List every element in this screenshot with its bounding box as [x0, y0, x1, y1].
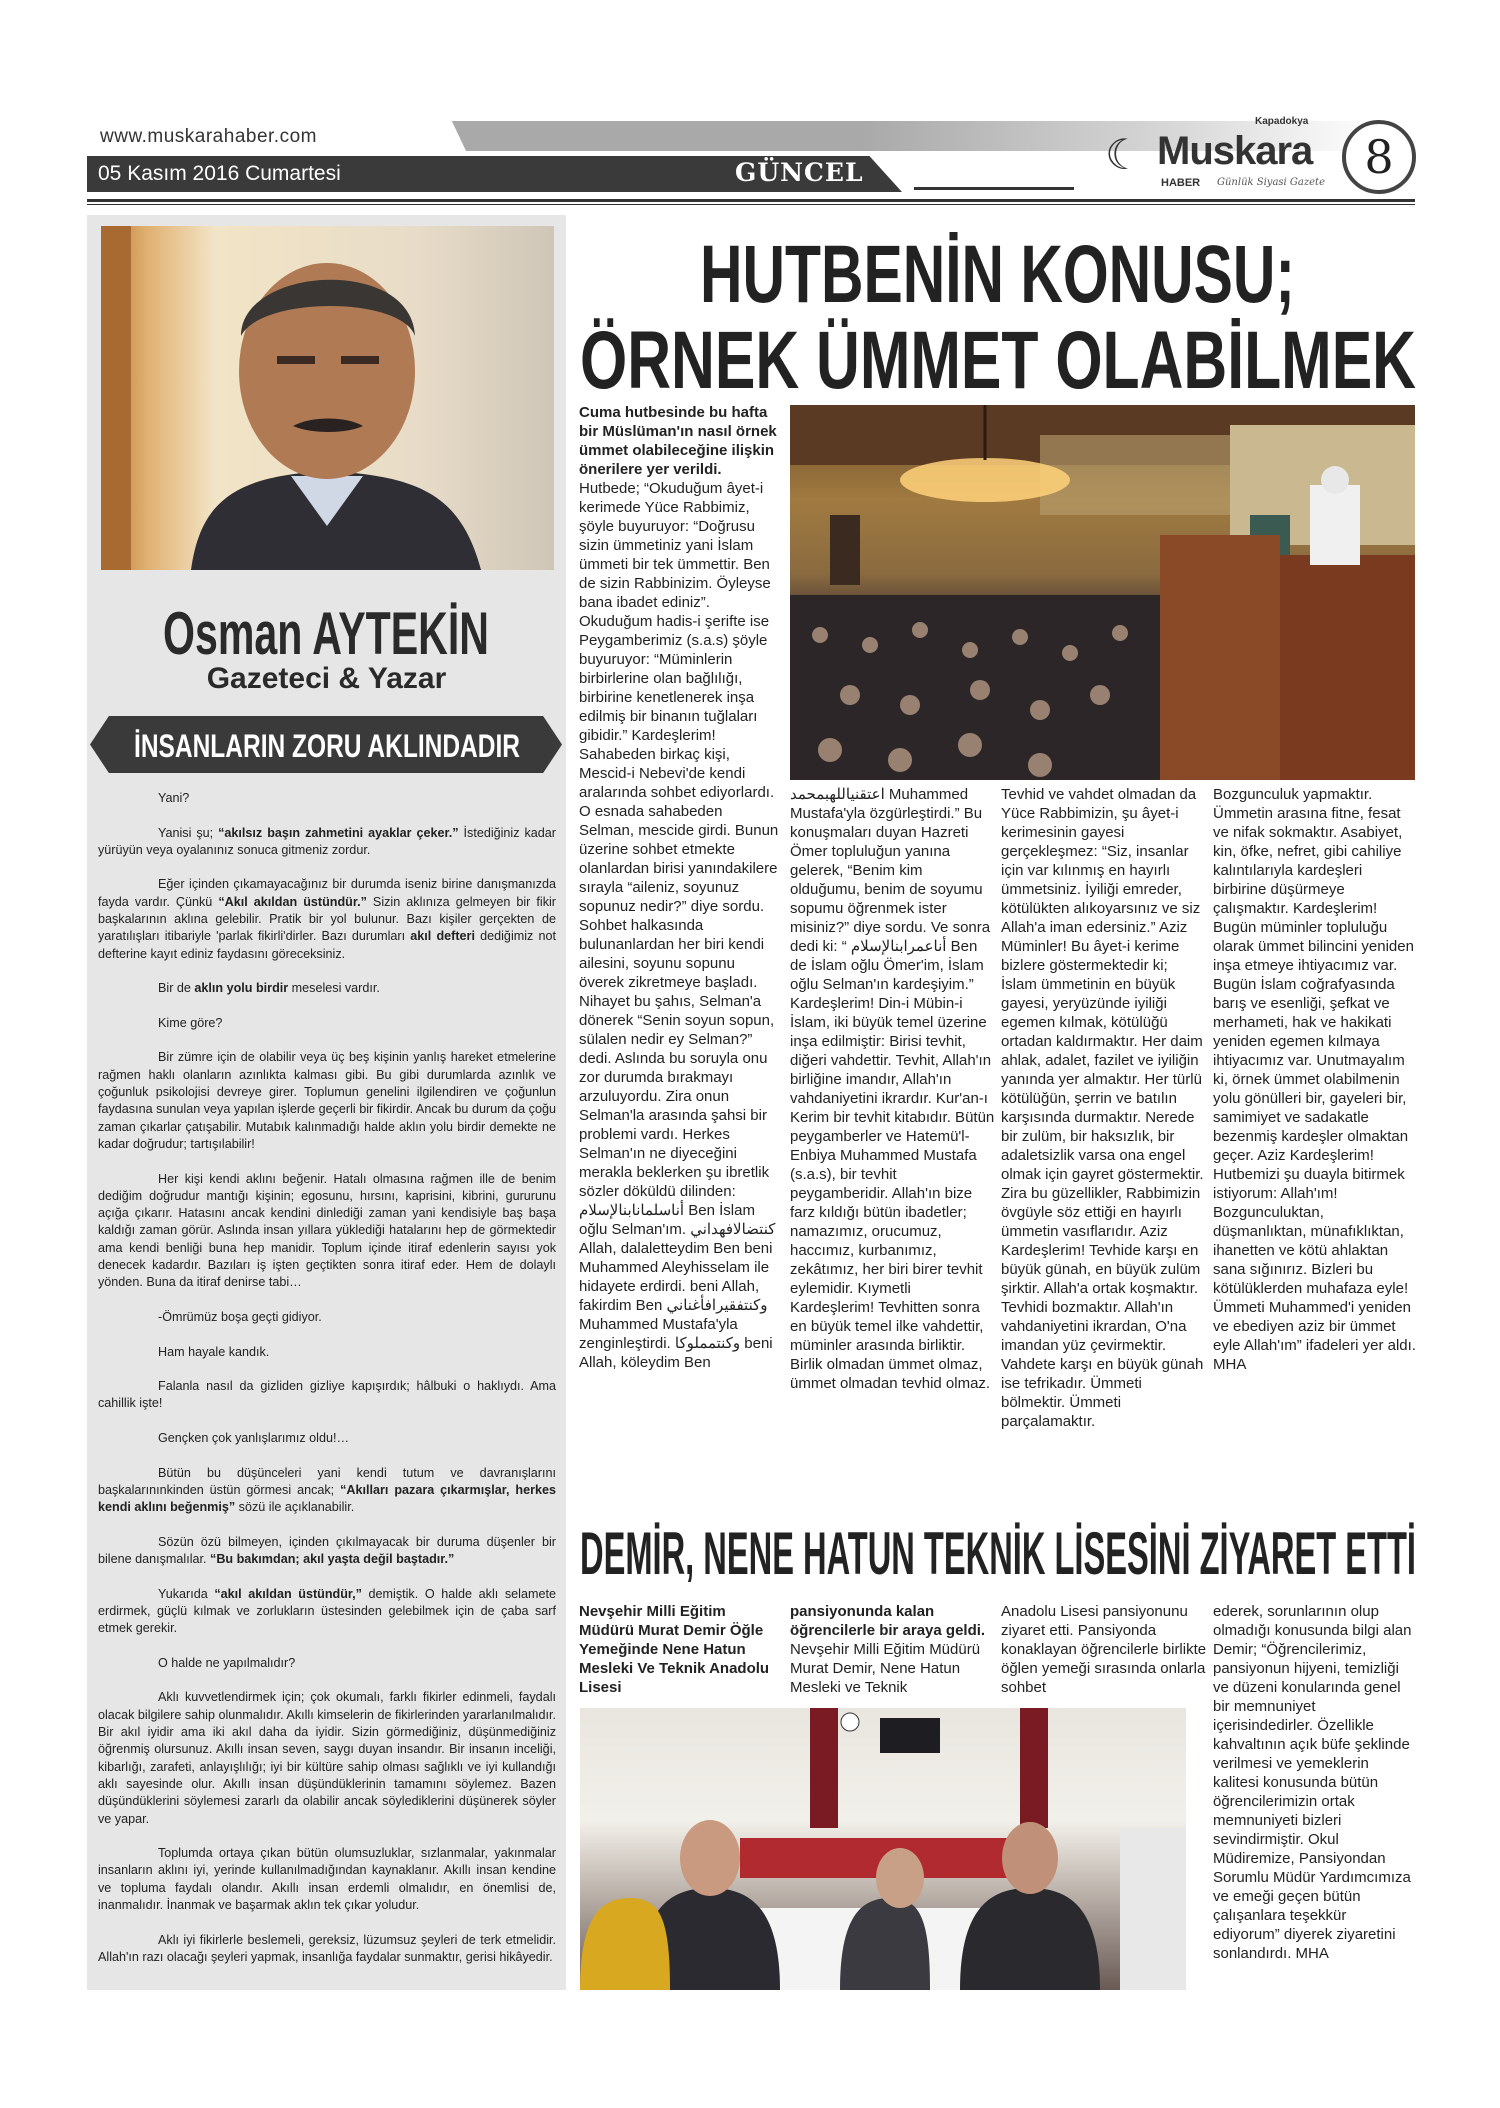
text: Falanla nasıl da gizliden gizliye kapışırdık; hâlbuki o haklıydı. Ama cahillik işte! [98, 1379, 556, 1411]
author-portrait-image [101, 226, 554, 570]
paragraph [98, 1932, 556, 1967]
text: Sözün özü bilmeyen, içinden çıkılmayacak bir duruma düşenler bir bilene danışmalılar. [98, 1534, 556, 1567]
text: Ham hayale kandık. [158, 1344, 270, 1359]
paragraph [579, 1602, 784, 1697]
paragraph [98, 1586, 556, 1638]
bold-text: Cuma hutbesinde bu hafta bir Müslüman'ın nasıl örnek ümmet olabileceğine ilişkin önerilere yer verildi. [579, 404, 777, 478]
column-headline [90, 716, 562, 773]
text: dediğimiz not defterine kayıt ediniz faydasını göreceksiniz. [98, 929, 556, 961]
paragraph [790, 1602, 996, 1697]
text: Hutbede; “Okuduğum âyet-i kerimede Yüce Rabbimiz, şöyle buyuruyor: “Doğrusu sizin ümmetiniz yani İslam ümmeti bir tek ümmettir. Ben de sizin Rabbinizim. Öyleyse bana ibadet ediniz”. Okuduğum hadis-i şerifte ise Peygamberimiz (s.a.s) şöyle buyuruyor: “Müminlerin birbirlerine olan bağlılığı, birbirine kenetlenerek inşa edilmiş bir binanın tuğlaları gibidir.” Kardeşlerim! Sahabeden birkaç kişi, Mescid-i Nebevi'de kendi aralarında sohbet ediyorlardı. O esnada sahabeden Selman, mescide girdi. Bunun üzerine sohbet etmekte olanlardan birisi yanındakilere sırayla “aileniz, soyunuz sopunuz nedir?” diye sordu. Sohbet halkasında bulunanlardan her biri kendi ailesini, soyunu sopunu överek zikretmeye başladı. Nihayet bu şahıs, Selman'a dönerek “Senin soyun sopun, sülalen nedir ey Selman?” dedi. Aslında bu soruyla onu zor durumda bırakmayı arzuluyordu. Zira onun Selman'la arasında şahsi bir problemi vardı. Herkes Selman'ın ne diyeceğini merakla beklerken şu ibretlik sözler döküldü dilinden: أناسلمانابنالإسلام Ben İslam oğlu Selman'ım. كنتضالافهداني Allah, dalaletteydim Ben beni Muhammed Aleyhisselam ile hidayete erdirdi. beni Allah, fakirdim Ben وكنتفقيرافأغناني Muhammed Mustafa'yla zenginleştirdi. وكنتمملوكا beni Allah, köleydim Ben [579, 480, 779, 1371]
logo-emblem-icon: ☾ [1105, 131, 1143, 178]
header-divider [914, 187, 1074, 190]
text: Nevşehir Milli Eğitim Müdürü Murat Demir, Nene Hatun Mesleki ve Teknik [790, 1641, 981, 1696]
paragraph [98, 1309, 556, 1326]
bold-text: pansiyonunda kalan öğrencilerle bir araya geldi. [790, 1603, 986, 1639]
school-lunch-image [580, 1708, 1186, 1990]
mosque-photo [790, 405, 1415, 780]
text: Tevhid ve vahdet olmadan da Yüce Rabbimizin, şu âyet-i kerimesinin gayesi gerçekleşmez: “Siz, insanlar için var kılınmış en hayırlı ümmetsiniz. İyiliği emreder, kötülükten alıkoyarsınız ve siz Allah'a iman edersiniz.” Aziz Müminler! Bu âyet-i kerime bizlere göstermektedir ki; İslam ümmetinin en büyük gayesi, yeryüzünde iyiliği egemen kılmak, kötülüğü ortadan kaldırmaktır. Her daim ahlak, adalet, fazilet ve iyiliğin yanında yer almaktır. Her türlü kötülüğün, şerrin ve batılın karşısında durmaktır. Nerede bir zulüm, bir haksızlık, bir adaletsizlik varsa ona engel olmak için gayret göstermektir. Zira bu güzellikler, Rabbimizin övgüyle söz ettiği en hayırlı ümmetin vasıflarıdır. Aziz Kardeşlerim! Tevhide karşı en büyük günah, en büyük zulüm şirktir. Allah'a ortak koşmaktır. Tevhidi bozmaktır. Allah'ın vahdaniyetini ikrardan, O'na imandan yüz çevirmektir. Vahdete karşı en büyük günah ise tefrikadır. Ümmeti bölmektir. Ümmeti parçalamaktır. [1001, 786, 1204, 1430]
newspaper-logo [1105, 116, 1335, 192]
header-rule-thin [87, 204, 1415, 205]
paragraph [1213, 1602, 1417, 1963]
paragraph [98, 1655, 556, 1672]
author-name-text: Osman AYTEKİN [163, 600, 489, 664]
text: اعتقنياللهبمحمد Muhammed Mustafa'yla özgürleştirdi.” Bu konuşmaları duyan Hazreti Ömer topluluğun yanına gelerek, “Benim kim olduğumu, benim de soyumu sopumu öğrenmek ister misiniz?” diye sordu. Ve sonra dedi ki: “ أناعمرابنالإسلام Ben de İslam oğlu Ömer'im, İslam oğlu Selman'ın kardeşiyim.” Kardeşlerim! Din-i Mübin-i İslam, iki büyük temel üzerine inşa edilmiştir: Birisi tevhit, diğeri vahdettir. Tevhit, Allah'ın birliğine imandır, Allah'ın vahdaniyetini ikrardır. Kur'an-ı Kerim bir tevhit kitabıdır. Bütün peygamberler ve Hatemü'l-Enbiya Muhammed Mustafa (s.a.s), bir tevhit peygamberidir. Allah'ın bize farz kıldığı bütün ibadetler; namazımız, orucumuz, haccımız, kurbanımız, zekâtımız, her biri birer tevhit eylemidir. Kıymetli Kardeşlerim! Tevhitten sonra en büyük temel ilke vahdettir, müminler arasında birliktir. Birlik olmadan ümmet olmaz, ümmet olmadan tevhid olmaz. [790, 786, 995, 1392]
text: Sizin aklınıza gelmeyen bir fikir başkalarının aklına gelebilir. Pratik bir yol bulunur. Bazı kişiler gerçekten de yaratılışları itibariyle 'parlak fikirli'dirler. Bazı durumları [98, 894, 556, 944]
logo-region: Kapadokya [1255, 116, 1309, 127]
bold-text: “akıl akıldan üstündür,” [214, 1586, 362, 1601]
text: Bütün bu düşünceleri yani kendi tutum ve davranışlarını başkalarınınkinden üstün görmesi ancak; [98, 1465, 556, 1497]
article-headline [578, 222, 1418, 398]
paragraph [98, 790, 556, 807]
author-name [87, 596, 566, 664]
logo-tagline: Günlük Siyasi Gazete [1217, 177, 1325, 188]
headline-line-1: HUTBENİN KONUSU; [700, 229, 1295, 320]
text: meselesi vardır. [288, 981, 380, 996]
article-column-1 [579, 403, 781, 1372]
section-label: GÜNCEL [735, 158, 864, 187]
bold-text: “Akılları pazara çıkarmışlar, herkes kendi aklını beğenmiş” [98, 1482, 556, 1515]
text: -Ömrümüz boşa geçti gidiyor. [158, 1309, 322, 1324]
text: Eğer içinden çıkamayacağınız bir durumda iseniz birine danışmanızda fayda vardır. Çünkü [98, 877, 556, 909]
issue-date: 05 Kasım 2016 Cumartesi [98, 162, 341, 185]
mosque-interior-image [790, 405, 1415, 780]
text: Bir zümre için de olabilir veya üç beş kişinin yanlış hareket etmelerine rağmen haklı olanların azınlıkta kalması gibi. Bu gibi durumlarda azınlık ve çoğunluk psikolojisi devreye girer. Toplumun genelini ilgilendiren ve çoğunlun faydasına sunulan veya yapılan işlerde geçerli bir fikirdir. Ancak bu durum da çoğu zaman çıkarlar çatışabilir. Mutabık kalınmadığı halde aklın yolu birdir demekte ne kadar doğrudur; tartışılabilir! [98, 1050, 556, 1151]
column-headline-text: İNSANLARIN ZORU AKLINDADIR [134, 728, 520, 764]
text: Gençken çok yanlışlarımız oldu!… [158, 1430, 350, 1445]
text: Yanisi şu; [158, 825, 219, 840]
paragraph [98, 1465, 556, 1517]
text: sözü ile açıklanabilir. [235, 1500, 355, 1515]
bold-text: akıl defteri [410, 929, 475, 944]
column-body [98, 790, 556, 1983]
paragraph [98, 1689, 556, 1827]
article2-column-3 [1001, 1602, 1207, 1697]
text: Bozgunculuk yapmaktır. Ümmetin arasına fitne, fesat ve nifak sokmaktır. Asabiyet, kin, öfke, nefret, gibi cahiliye kalıntılarıyla kardeşleri birbirine düşürmeye çalışmaktır. Kardeşlerim! Bugün müminler topluluğu olarak ümmet bilincini yeniden inşa etmeye ihtiyacımız var. Bugün İslam coğrafyasında barış ve esenliği, şefkat ve merhameti, hak ve hakikati yeniden egemen kılmaya ihtiyacımız var. Unutmayalım ki, örnek ümmet olabilmenin yolu gönülleri bir, gayeleri bir, samimiyet ve sadakatle bezenmiş kardeşler olmaktan geçer. Aziz Kardeşlerim! Hutbemizi şu duayla bitirmek istiyorum: Allah'ım! Bozgunculuktan, düşmanlıktan, münafıklıktan, ihanetten ve kötü ahlaktan sana sığınırız. Bizleri bu kötülüklerden muhafaza eyle! Ümmeti Muhammed'i yeniden ve ebediyen aziz bir ümmet eyle Allah'ım” ifadeleri yer aldı. MHA [1213, 786, 1416, 1373]
site-url[interactable]: www.muskarahaber.com [100, 126, 317, 147]
paragraph [98, 1049, 556, 1153]
paragraph [1001, 1602, 1207, 1697]
paragraph [1001, 785, 1207, 1431]
bold-text: “Akıl akıldan üstündür.” [218, 894, 367, 909]
text: Aklı iyi fikirlerle beslemeli, gereksiz, lüzumsuz şeyleri de terk etmelidir. Allah'ın razı olacağı şeyleri yapmak, insanlığa faydalar sunmaktır, gerisi hikâyedir. [98, 1932, 556, 1964]
paragraph [98, 1344, 556, 1361]
bold-text: Nevşehir Milli Eğitim Müdürü Murat Demir Öğle Yemeğinde Nene Hatun Mesleki Ve Teknik Anadolu Lisesi [579, 1603, 770, 1696]
paragraph [1213, 785, 1417, 1374]
logo-haber: HABER [1161, 177, 1201, 189]
paragraph [98, 1430, 556, 1447]
article-column-2 [790, 785, 996, 1393]
text: demiştik. O halde aklı selamete erdirmek, güçlü kılmak ve zorlukların üstesinden gelebilmek için de çaba sarf etmek gerekir. [98, 1586, 556, 1636]
text: Aklı kuvvetlendirmek için; çok okumalı, farklı fikirler edinmeli, faydalı olacak bilgilere sahip olunmalıdır. Akıllı kimselerin de fikirlerinden yararlanılmalıdır. Bir akıl iyidir ama iki akıl daha da iyidir. Sizin görmediğiniz, düşünmediğiniz öğrenmiş olursunuz. Akıllı insan seven, saygı duyan insandır. Bir insanın inceliği, kibarlığı, zarafeti, anlayışlılığı; iyi bir kültüre sahip olması sağlıklı ve iyi kullandığı aklı sayesinde olur. Akıllı insan düşündüklerinin tamamını söylemez. Bazen düşündüklerini söylemesi zararlı da olabilir ancak söylediklerini düşünerek söyler ve yapar. [98, 1690, 556, 1826]
text: Toplumda ortaya çıkan bütün olumsuzluklar, sızlanmalar, yakınmalar insanların aklını iyi, yerinde kullanılmadığından kaynaklanır. Akıllı insan kendine ve topluma faydalı olandır. Akıllı insan erdemli olmalıdır, en önemlisi de, inanmalıdır. İnanmak ve başarmak aklın tek çıkar yoludur. [98, 1846, 556, 1912]
paragraph [98, 1378, 556, 1413]
article2-headline-text: DEMİR, NENE HATUN TEKNİK LİSESİNİ ZİYARET ETTİ [580, 1520, 1416, 1582]
article2-headline [578, 1516, 1418, 1582]
author-title: Gazeteci & Yazar [206, 662, 447, 695]
bold-text: aklın yolu birdir [194, 981, 289, 996]
article2-column-1 [579, 1602, 784, 1697]
text: Yukarıda [158, 1586, 215, 1601]
paragraph [98, 825, 556, 860]
paragraph [98, 1171, 556, 1292]
text: ederek, sorunlarının olup olmadığı konusunda bilgi alan Demir; “Öğrencilerimiz, pansiyonun hijyeni, temizliği ve düzeni konularında genel bir memnuniyet içerisindedirler. Özellikle kahvaltının açık büfe şeklinde verilmesi ve yemeklerin kalitesi konusunda bütün öğrencilerimizin ortak memnuniyeti bizleri sevindirmiştir. Okul Müdiremize, Pansiyondan Sorumlu Müdür Yardımcımıza ve emeği geçen bütün çalışanlara teşekkür ediyorum” diyerek ziyaretini sonlandırdı. MHA [1213, 1603, 1412, 1962]
bold-text: “akılsız başın zahmetini ayaklar çeker.” [218, 825, 459, 840]
paragraph [98, 980, 556, 997]
text: Bir de [158, 981, 195, 996]
text: İstediğiniz kadar yürüyün veya oyalanınız sonuca gitmeniz zordur. [98, 825, 556, 857]
paragraph [579, 403, 781, 1372]
article-column-4 [1213, 785, 1417, 1374]
author-photo [101, 226, 554, 570]
paragraph [98, 1015, 556, 1032]
text: Kime göre? [158, 1015, 223, 1030]
article2-column-2 [790, 1602, 996, 1697]
text: O halde ne yapılmalıdır? [158, 1655, 296, 1670]
paragraph [98, 1534, 556, 1569]
bold-text: “Bu bakımdan; akıl yaşta değil baştadır.” [210, 1552, 455, 1567]
logo-name: Muskara [1157, 129, 1313, 173]
paragraph [98, 876, 556, 962]
headline-line-2: ÖRNEK ÜMMET OLABİLMEK [580, 315, 1416, 398]
article-column-3 [1001, 785, 1207, 1431]
paragraph [790, 785, 996, 1393]
school-visit-photo [580, 1708, 1186, 1990]
paragraph [98, 1845, 556, 1914]
header-rule [87, 199, 1415, 202]
page-number: 8 [1342, 120, 1416, 194]
text: Yani? [158, 791, 190, 805]
text: Anadolu Lisesi pansiyonunu ziyaret etti. Pansiyonda konaklayan öğrencilerle birlikte öğlen yemeği sırasında onlarla sohbet [1001, 1603, 1207, 1696]
article2-column-4 [1213, 1602, 1417, 1963]
text: Her kişi kendi aklını beğenir. Hatalı olmasına rağmen ille de benim dediğim doğrudur mantığı kişinin; egosunu, hırsını, kaprisini, kibrini, gururunu açığa çıkarır. Hatasını ancak kendini dinlediği zaman yani kendisiyle baş başa kaldığı zaman görür. Aslında insan yıllara yüklediği hatalarını hep de görmektedir ama kendi benliği buna hep manidir. Toplum içinde itiraf edenlerin sayısı yok denecek kadardır. Bazıları iş işten geçtikten sonra itiraf eder. Hem de dolaylı yönden. Buna da itiraf denirse tabi… [98, 1171, 556, 1290]
